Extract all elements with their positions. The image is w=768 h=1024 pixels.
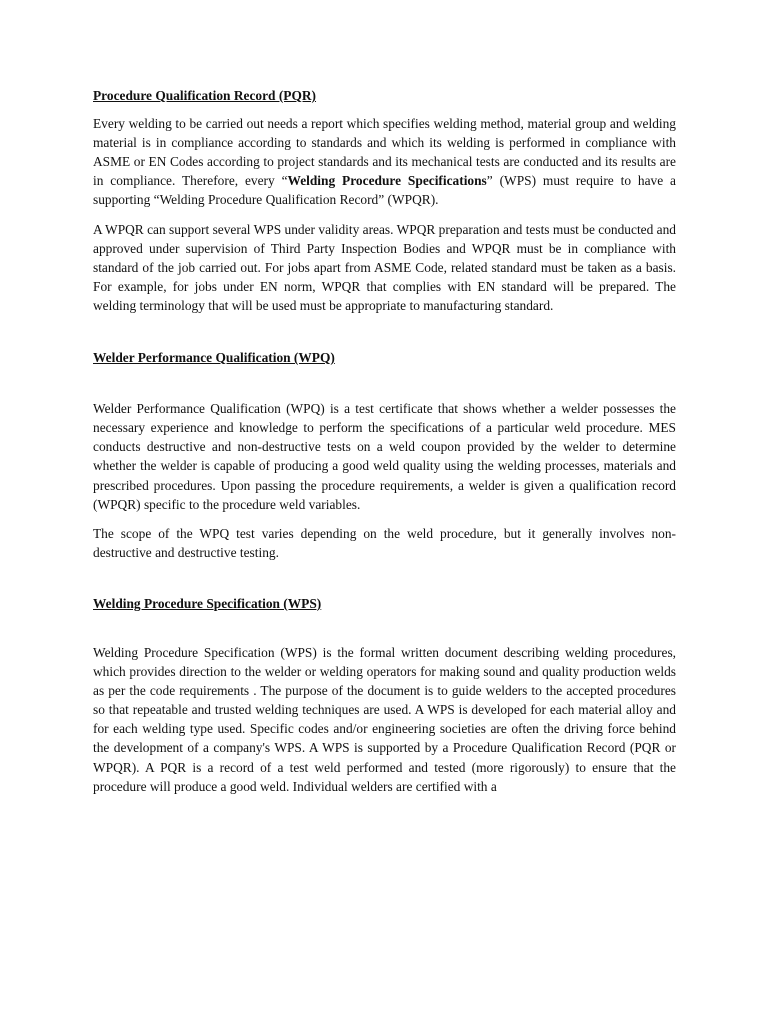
pqr-paragraph-1 xyxy=(93,114,676,209)
pqr-wps-term: Welding Procedure Specifications xyxy=(287,173,487,189)
heading-pqr: Procedure Qualification Record (PQR) xyxy=(93,88,317,103)
pqr-paragraph-1-text-end: ” (WPS) must require to have a supporting “Welding Procedure Qualification Record” (WPQR). xyxy=(93,173,677,208)
heading-wps: Welding Procedure Specification (WPS) xyxy=(93,595,322,611)
wpq-paragraph-1: Welder Performance Qualification (WPQ) is a test certificate that shows whether a welder possesses the necessary experience and knowledge to perform the specifications of a particular weld procedure. MES conducts destructive and non-destructive tests on a weld coupon provided by the welder to determine whether the welder is capable of producing a good weld quality using the welding processes, materials and prescribed procedures. Upon passing the procedure requirements, a welder is given a qualification record (WPQR) specific to the procedure weld variables. xyxy=(93,401,676,512)
heading-wpq: Welder Performance Qualification (WPQ) xyxy=(93,350,335,366)
document-page xyxy=(93,86,676,796)
pqr-paragraph-1-text: Every welding to be carried out needs a report which specifies welding method, material group and welding material is in compliance according to standards and which its welding is performed in compliance with ASME or EN Codes according to project standards and its mechanical tests are conducted and its results are in compliance. Therefore, every “ xyxy=(93,116,676,189)
wpq-paragraph-2: The scope of the WPQ test varies depending on the weld procedure, but it generally involves non-destructive and destructive testing. xyxy=(93,525,676,560)
wps-paragraph-1: Welding Procedure Specification (WPS) is the formal written document describing welding procedures, which provides direction to the welder or welding operators for making sound and quality production welds as per the code requirements . The purpose of the document is to guide welders to the accepted procedures so that repeatable and trusted welding techniques are used. A WPS is developed for each material alloy and for each welding type used. Specific codes and/or engineering societies are often the driving force behind the development of a company's WPS. A WPS is supported by a Procedure Qualification Record (PQR or WPQR). A PQR is a record of a test weld performed and tested (more rigorously) to ensure that the procedure will produce a good weld. Individual welders are certified with a xyxy=(93,644,676,794)
pqr-paragraph-2: A WPQR can support several WPS under validity areas. WPQR preparation and tests must be conducted and approved under supervision of Third Party Inspection Bodies and WPQR must be in compliance with standard of the job carried out. For jobs apart from ASME Code, related standard must be taken as a basis. For example, for jobs under EN norm, WPQR that complies with EN standard will be prepared. The welding terminology that will be used must be appropriate to manufacturing standard. xyxy=(93,221,676,313)
